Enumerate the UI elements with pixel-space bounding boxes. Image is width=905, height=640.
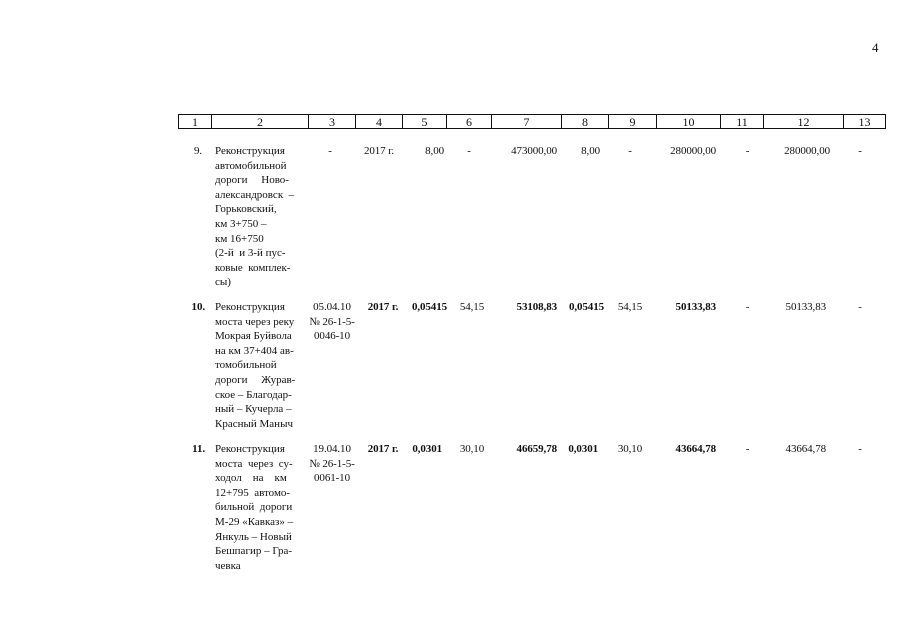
header-col-9: 9 xyxy=(608,115,656,128)
page-number: 4 xyxy=(872,40,879,55)
col-7-value: 53108,83 xyxy=(516,301,557,313)
col-8-value: 0,05415 xyxy=(568,301,604,313)
row-number: 10. xyxy=(191,301,205,313)
col-8-value: 8,00 xyxy=(581,145,600,157)
col-9-value: 30,10 xyxy=(617,443,643,455)
col-10-value: 50133,83 xyxy=(675,301,716,313)
object-name: Реконструкция моста через су- ходол на км 12+795 автомо- бильной дороги М-29 «Кавказ» – Янкуль – Новый Бешпагир – Гра- чевка xyxy=(215,443,294,572)
col-12-value: 50133,83 xyxy=(785,301,826,313)
col-6-value: 30,10 xyxy=(459,443,485,455)
col-7-value: 46659,78 xyxy=(516,443,557,455)
col-6-value: - xyxy=(467,145,471,157)
row-number: 9. xyxy=(193,145,202,157)
header-col-5: 5 xyxy=(402,115,446,128)
object-name: Реконструкция моста через реку Мокрая Буйвола на км 37+404 ав- томобильной дороги Журав- ское – Благодар- ный – Кучерла – Красный Маныч xyxy=(215,301,296,430)
header-col-8: 8 xyxy=(561,115,608,128)
document-ref: 05.04.10 № 26-1-5- 0046-10 xyxy=(309,301,355,343)
col-5-value: 0,0301 xyxy=(412,443,442,455)
header-col-2: 2 xyxy=(211,115,308,128)
col-5-value: 0,05415 xyxy=(411,301,447,313)
header-col-7: 7 xyxy=(491,115,561,128)
col-5-value: 8,00 xyxy=(425,145,444,157)
year: 2017 г. xyxy=(363,145,395,157)
col-11-value: - xyxy=(745,301,750,313)
col-10-value: 43664,78 xyxy=(675,443,716,455)
col-8-value: 0,0301 xyxy=(568,443,598,455)
header-col-4: 4 xyxy=(355,115,402,128)
col-12-value: 280000,00 xyxy=(784,145,830,157)
header-col-12: 12 xyxy=(763,115,843,128)
table-header-row xyxy=(178,114,886,129)
header-col-11: 11 xyxy=(720,115,763,128)
row-number: 11. xyxy=(192,443,205,455)
col-13-value: - xyxy=(858,301,862,313)
year: 2017 г. xyxy=(367,443,399,455)
header-col-10: 10 xyxy=(656,115,720,128)
col-13-value: - xyxy=(858,443,862,455)
col-12-value: 43664,78 xyxy=(785,443,826,455)
document-ref: - xyxy=(328,145,332,157)
col-11-value: - xyxy=(745,145,750,157)
object-name: Реконструкция автомобильной дороги Ново- александровск – Горьковский, км 3+750 – км 16+750 (2-й и 3-й пус- ковые комплек- сы) xyxy=(215,145,295,289)
col-9-value: 54,15 xyxy=(617,301,643,313)
col-6-value: 54,15 xyxy=(459,301,485,313)
col-9-value: - xyxy=(628,145,632,157)
header-col-1: 1 xyxy=(192,115,198,129)
year: 2017 г. xyxy=(367,301,399,313)
header-col-6: 6 xyxy=(446,115,491,128)
header-col-13: 13 xyxy=(843,115,885,128)
document-ref: 19.04.10 № 26-1-5- 0061-10 xyxy=(309,443,355,485)
col-11-value: - xyxy=(745,443,750,455)
col-10-value: 280000,00 xyxy=(670,145,716,157)
col-13-value: - xyxy=(858,145,862,157)
header-col-3: 3 xyxy=(308,115,355,128)
col-7-value: 473000,00 xyxy=(511,145,557,157)
